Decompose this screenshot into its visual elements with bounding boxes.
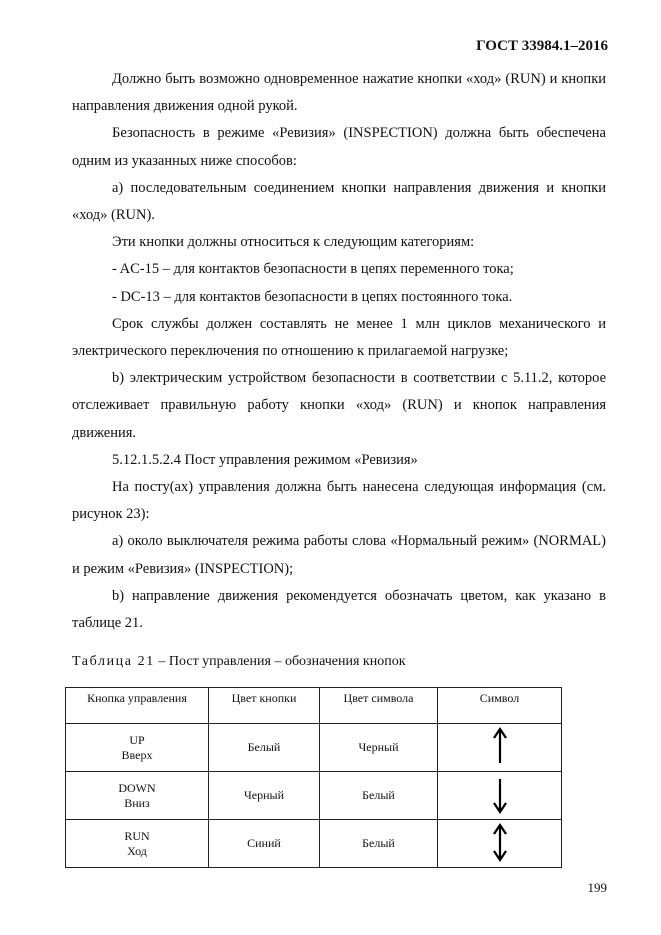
- button-designation-table: [65, 687, 562, 868]
- section-heading: 5.12.1.5.2.4 Пост управления режимом «Ревизия»: [112, 451, 418, 468]
- button-name: Вверх: [121, 747, 153, 762]
- symbol-color-cell: Белый: [320, 820, 438, 868]
- paragraph: а) последовательным соединением кнопки направления движения и кнопки «ход» (RUN).: [72, 179, 606, 224]
- symbol-color-cell: Белый: [320, 772, 438, 820]
- table-row: [66, 724, 562, 772]
- table-caption: [72, 654, 406, 670]
- symbol-color-cell: Черный: [320, 724, 438, 772]
- symbol-cell: [438, 820, 562, 868]
- column-header: Цвет кнопки: [209, 688, 320, 724]
- button-color-cell: Белый: [209, 724, 320, 772]
- table-header-row: [66, 688, 562, 724]
- table-row: [66, 820, 562, 868]
- table-caption-label: Таблица 21: [72, 654, 155, 669]
- paragraph: а) около выключателя режима работы слова «Нормальный режим» (NORMAL) и режим «Ревизия» (INSPECTION);: [72, 533, 606, 577]
- list-item: - DC-13 – для контактов безопасности в цепях постоянного тока.: [112, 288, 513, 305]
- button-name-cell: [66, 820, 209, 868]
- button-code: UP: [129, 732, 145, 747]
- button-color-cell: Черный: [209, 772, 320, 820]
- button-name: Вниз: [124, 795, 150, 810]
- paragraph: b) направление движения рекомендуется обозначать цветом, как указано в таблице 21.: [72, 587, 606, 632]
- body-text: [72, 66, 606, 637]
- button-name-cell: [66, 724, 209, 772]
- column-header: Цвет символа: [320, 688, 438, 724]
- button-color-cell: Синий: [209, 820, 320, 868]
- symbol-cell: [438, 724, 562, 772]
- list-item: - AC-15 – для контактов безопасности в цепях переменного тока;: [112, 261, 514, 278]
- paragraph: Безопасность в режиме «Ревизия» (INSPECTION) должна быть обеспечена одним из указанных ниже способов:: [72, 125, 606, 169]
- paragraph: b) электрическим устройством безопасности в соответствии с 5.11.2, которое отслеживает правильную работу кнопки «ход» (RUN) и кнопок направления движения.: [72, 370, 606, 441]
- table-caption-text: – Пост управления – обозначения кнопок: [154, 654, 406, 669]
- symbol-cell: [438, 772, 562, 820]
- button-name: Ход: [127, 843, 147, 858]
- table-row: [66, 772, 562, 820]
- paragraph: Срок службы должен составлять не менее 1 млн циклов механического и электрического переключения по отношению к прилагаемой нагрузке;: [72, 315, 606, 360]
- column-header: Символ: [438, 688, 562, 724]
- paragraph: Должно быть возможно одновременное нажатие кнопки «ход» (RUN) и кнопки направления движения одной рукой.: [72, 71, 606, 115]
- page-number: 199: [587, 880, 607, 895]
- button-code: RUN: [124, 828, 150, 843]
- column-header: Кнопка управления: [66, 688, 209, 724]
- paragraph: Эти кнопки должны относиться к следующим категориям:: [112, 234, 475, 251]
- arrow-down-icon: [487, 773, 513, 815]
- arrow-updown-icon: [487, 821, 513, 863]
- arrow-up-icon: [487, 725, 513, 767]
- document-id: ГОСТ 33984.1–2016: [476, 38, 608, 54]
- paragraph: На посту(ах) управления должна быть нанесена следующая информация (см. рисунок 23):: [72, 479, 606, 523]
- button-name-cell: [66, 772, 209, 820]
- button-code: DOWN: [118, 780, 156, 795]
